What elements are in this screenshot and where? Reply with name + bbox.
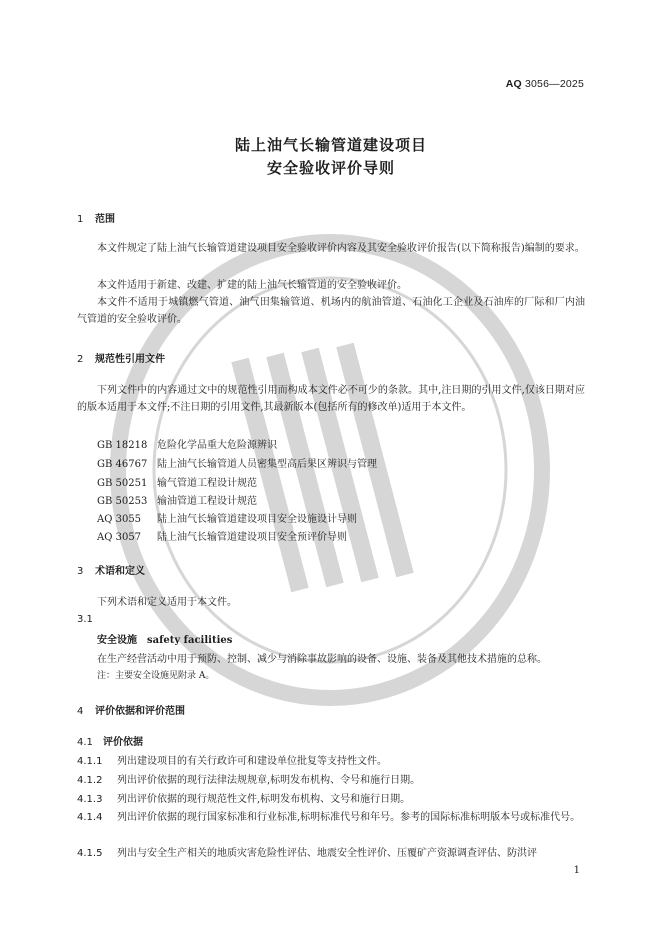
clause-item: 4.1.5 列出与安全生产相关的地质灾害危险性评估、地震安全性评价、压覆矿产资源调查评估、防洪评 bbox=[77, 848, 537, 859]
paragraph: 本文件不适用于城镇燃气管道、油气田集输管道、机场内的航油管道、石油化工企业及石油库的厂际和厂内油气管道的安全验收评价。 bbox=[77, 297, 585, 325]
section-heading: 4 评价依据和评价范围 bbox=[77, 706, 185, 717]
document-title-line1: 陆上油气长输管道建设项目 bbox=[234, 136, 427, 154]
section-heading: 2 规范性引用文件 bbox=[77, 354, 165, 365]
document-title-line2: 安全验收评价导则 bbox=[266, 159, 395, 177]
term-title: 安全设施 safety facilities bbox=[97, 635, 233, 646]
reference-item: GB 46767 陆上油气长输管道人员密集型高后果区辨识与管理 bbox=[97, 459, 377, 470]
clause-item: 4.1.4 列出评价依据的现行国家标准和行业标准,标明标准代号和年号。参考的国际标准标明版本号或标准代号。 bbox=[77, 812, 581, 823]
clause-item: 4.1.3 列出评价依据的现行规范性文件,标明发布机构、文号和施行日期。 bbox=[77, 794, 411, 805]
reference-item: GB 50251 输气管道工程设计规范 bbox=[97, 478, 257, 489]
clause-item: 4.1.2 列出评价依据的现行法律法规规章,标明发布机构、令号和施行日期。 bbox=[77, 775, 421, 786]
reference-item: GB 50253 输油管道工程设计规范 bbox=[97, 496, 257, 507]
paragraph: 下列文件中的内容通过文中的规范性引用而构成本文件必不可少的条款。其中,注日期的引用文件,仅该日期对应的版本适用于本文件;不注日期的引用文件,其最新版本(包括所有的修改单)适用于本文件。 bbox=[77, 385, 585, 413]
page-number: 1 bbox=[573, 865, 580, 876]
paragraph: 下列术语和定义适用于本文件。 bbox=[97, 597, 237, 608]
term-note: 注：主要安全设施见附录 A。 bbox=[97, 671, 215, 681]
standard-code: AQ 3056—2025 bbox=[505, 78, 584, 90]
subsection-heading: 4.1 评价依据 bbox=[77, 737, 143, 748]
term-number: 3.1 bbox=[77, 614, 93, 625]
clause-item: 4.1.1 列出建设项目的有关行政许可和建设单位批复等支持性文件。 bbox=[77, 756, 387, 767]
reference-item: GB 18218 危险化学品重大危险源辨识 bbox=[97, 440, 277, 451]
section-heading: 3 术语和定义 bbox=[77, 566, 145, 577]
paragraph: 本文件适用于新建、改建、扩建的陆上油气长输管道的安全验收评价。 bbox=[97, 280, 407, 291]
section-heading: 1 范围 bbox=[77, 214, 115, 225]
reference-item: AQ 3055 陆上油气长输管道建设项目安全设施设计导则 bbox=[97, 514, 357, 525]
paragraph: 本文件规定了陆上油气长输管道建设项目安全验收评价内容及其安全验收评价报告(以下简称报告)编制的要求。 bbox=[97, 243, 585, 254]
term-definition: 在生产经营活动中用于预防、控制、减少与消除事故影响的设备、设施、装备及其他技术措施的总称。 bbox=[97, 654, 547, 665]
reference-item: AQ 3057 陆上油气长输管道建设项目安全预评价导则 bbox=[97, 532, 347, 543]
